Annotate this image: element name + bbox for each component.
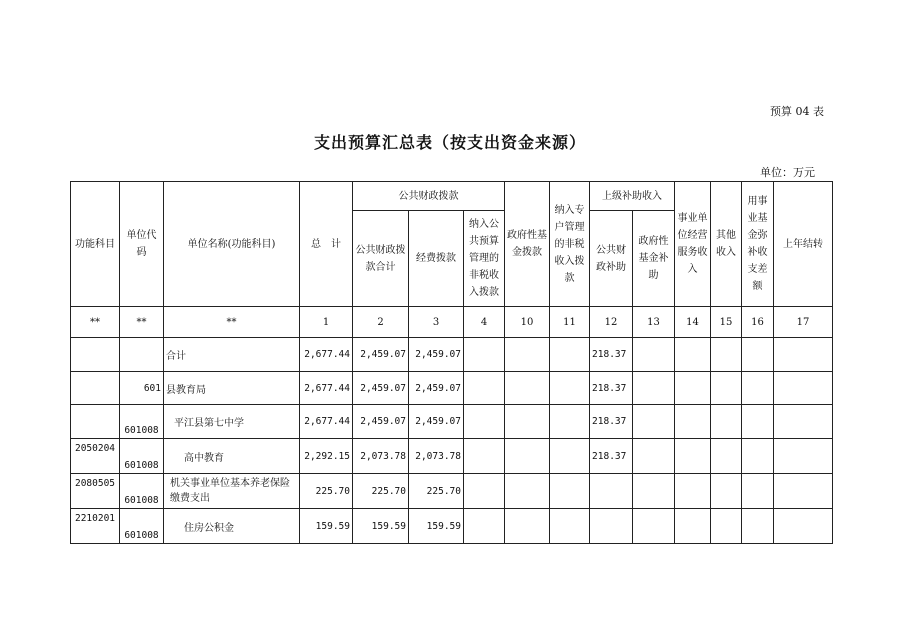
empty-cell	[550, 372, 590, 405]
header-unit-code: 单位代码	[120, 182, 164, 307]
index-cell: 12	[590, 307, 633, 338]
header-sup-fund: 政府性基金补助	[633, 211, 675, 307]
empty-cell	[742, 372, 774, 405]
empty-cell	[774, 372, 833, 405]
empty-cell	[675, 405, 711, 439]
empty-cell	[464, 474, 505, 509]
empty-cell	[505, 338, 550, 372]
sup-public-cell: 218.37	[590, 372, 633, 405]
table-row	[71, 439, 833, 474]
empty-cell	[550, 338, 590, 372]
func-code-cell: 2080505	[71, 474, 120, 509]
empty-cell	[633, 439, 675, 474]
index-cell: 17	[774, 307, 833, 338]
public-total-cell: 159.59	[353, 509, 409, 544]
unit-code-cell: 601	[120, 372, 164, 405]
empty-cell	[774, 509, 833, 544]
empty-cell	[711, 509, 742, 544]
index-cell: 3	[409, 307, 464, 338]
table-row	[71, 474, 833, 509]
header-other: 其他收入	[711, 182, 742, 307]
empty-cell	[505, 509, 550, 544]
header-operating: 经费拨款	[409, 211, 464, 307]
index-cell: 15	[711, 307, 742, 338]
func-code-cell	[71, 372, 120, 405]
public-total-cell: 225.70	[353, 474, 409, 509]
operating-cell: 2,459.07	[409, 372, 464, 405]
header-business: 事业单位经营服务收入	[675, 182, 711, 307]
empty-cell	[675, 372, 711, 405]
table-row	[71, 405, 833, 439]
empty-cell	[633, 338, 675, 372]
unit-label: 单位：万元	[760, 166, 815, 179]
empty-cell	[464, 338, 505, 372]
index-cell: 11	[550, 307, 590, 338]
unit-name-cell: 高中教育	[164, 439, 300, 474]
empty-cell	[774, 439, 833, 474]
empty-cell	[675, 338, 711, 372]
page-title: 支出预算汇总表（按支出资金来源）	[313, 133, 586, 152]
table-row	[71, 372, 833, 405]
operating-cell: 225.70	[409, 474, 464, 509]
index-cell: 2	[353, 307, 409, 338]
empty-cell	[550, 509, 590, 544]
total-cell: 2,677.44	[300, 372, 353, 405]
empty-cell	[774, 338, 833, 372]
index-cell: 13	[633, 307, 675, 338]
empty-cell	[505, 474, 550, 509]
header-superior-group: 上级补助收入	[590, 182, 675, 211]
index-cell: 14	[675, 307, 711, 338]
empty-cell	[742, 338, 774, 372]
form-number: 预算 04 表	[770, 105, 824, 118]
operating-cell: 2,459.07	[409, 338, 464, 372]
empty-cell	[742, 439, 774, 474]
empty-cell	[774, 405, 833, 439]
empty-cell	[742, 405, 774, 439]
header-fund-makeup: 用事业基金弥补收支差额	[742, 182, 774, 307]
public-total-cell: 2,459.07	[353, 405, 409, 439]
empty-cell	[675, 509, 711, 544]
func-code-cell: 2050204	[71, 439, 120, 474]
total-cell: 225.70	[300, 474, 353, 509]
operating-cell: 159.59	[409, 509, 464, 544]
empty-cell	[675, 474, 711, 509]
table-row	[71, 509, 833, 544]
empty-cell	[464, 509, 505, 544]
operating-cell: 2,073.78	[409, 439, 464, 474]
unit-code-cell: 601008	[120, 439, 164, 474]
unit-name-cell: 机关事业单位基本养老保险缴费支出	[164, 474, 300, 509]
empty-cell	[633, 372, 675, 405]
header-public-group: 公共财政拨款	[353, 182, 505, 211]
budget-table	[70, 181, 833, 544]
header-carryover: 上年结转	[774, 182, 833, 307]
header-sup-public: 公共财政补助	[590, 211, 633, 307]
unit-name-cell: 住房公积金	[164, 509, 300, 544]
empty-cell	[633, 509, 675, 544]
header-nontax: 纳入公共预算管理的非税收入拨款	[464, 211, 505, 307]
empty-cell	[633, 405, 675, 439]
empty-cell	[633, 474, 675, 509]
index-row	[71, 307, 833, 338]
total-cell: 2,292.15	[300, 439, 353, 474]
func-code-cell	[71, 405, 120, 439]
unit-name-cell: 合计	[164, 338, 300, 372]
public-total-cell: 2,073.78	[353, 439, 409, 474]
index-cell: **	[120, 307, 164, 338]
index-cell: 10	[505, 307, 550, 338]
unit-name-cell: 县教育局	[164, 372, 300, 405]
sup-public-cell: 218.37	[590, 405, 633, 439]
empty-cell	[774, 474, 833, 509]
empty-cell	[505, 405, 550, 439]
empty-cell	[711, 372, 742, 405]
header-special-nontax: 纳入专户管理的非税收入拨款	[550, 182, 590, 307]
empty-cell	[711, 474, 742, 509]
empty-cell	[742, 474, 774, 509]
index-cell: 4	[464, 307, 505, 338]
header-total: 总 计	[300, 182, 353, 307]
total-cell: 2,677.44	[300, 338, 353, 372]
header-public-total: 公共财政拨款合计	[353, 211, 409, 307]
empty-cell	[505, 372, 550, 405]
func-code-cell: 2210201	[71, 509, 120, 544]
index-cell: **	[71, 307, 120, 338]
unit-code-cell: 601008	[120, 405, 164, 439]
empty-cell	[464, 439, 505, 474]
header-gov-fund: 政府性基金拨款	[505, 182, 550, 307]
empty-cell	[505, 439, 550, 474]
header-func-code: 功能科目	[71, 182, 120, 307]
index-cell: 1	[300, 307, 353, 338]
empty-cell	[711, 338, 742, 372]
total-cell: 159.59	[300, 509, 353, 544]
unit-code-cell	[120, 338, 164, 372]
unit-code-cell: 601008	[120, 509, 164, 544]
sup-public-cell: 218.37	[590, 439, 633, 474]
index-cell: 16	[742, 307, 774, 338]
empty-cell	[550, 439, 590, 474]
operating-cell: 2,459.07	[409, 405, 464, 439]
public-total-cell: 2,459.07	[353, 338, 409, 372]
empty-cell	[464, 405, 505, 439]
empty-cell	[464, 372, 505, 405]
table-row	[71, 338, 833, 372]
empty-cell	[550, 474, 590, 509]
index-cell: **	[164, 307, 300, 338]
empty-cell	[675, 439, 711, 474]
unit-name-cell: 平江县第七中学	[164, 405, 300, 439]
total-cell: 2,677.44	[300, 405, 353, 439]
public-total-cell: 2,459.07	[353, 372, 409, 405]
empty-cell	[711, 405, 742, 439]
sup-public-cell: 218.37	[590, 338, 633, 372]
func-code-cell	[71, 338, 120, 372]
sup-public-cell	[590, 509, 633, 544]
empty-cell	[742, 509, 774, 544]
unit-code-cell: 601008	[120, 474, 164, 509]
header-unit-name: 单位名称(功能科目)	[164, 182, 300, 307]
empty-cell	[711, 439, 742, 474]
sup-public-cell	[590, 474, 633, 509]
empty-cell	[550, 405, 590, 439]
